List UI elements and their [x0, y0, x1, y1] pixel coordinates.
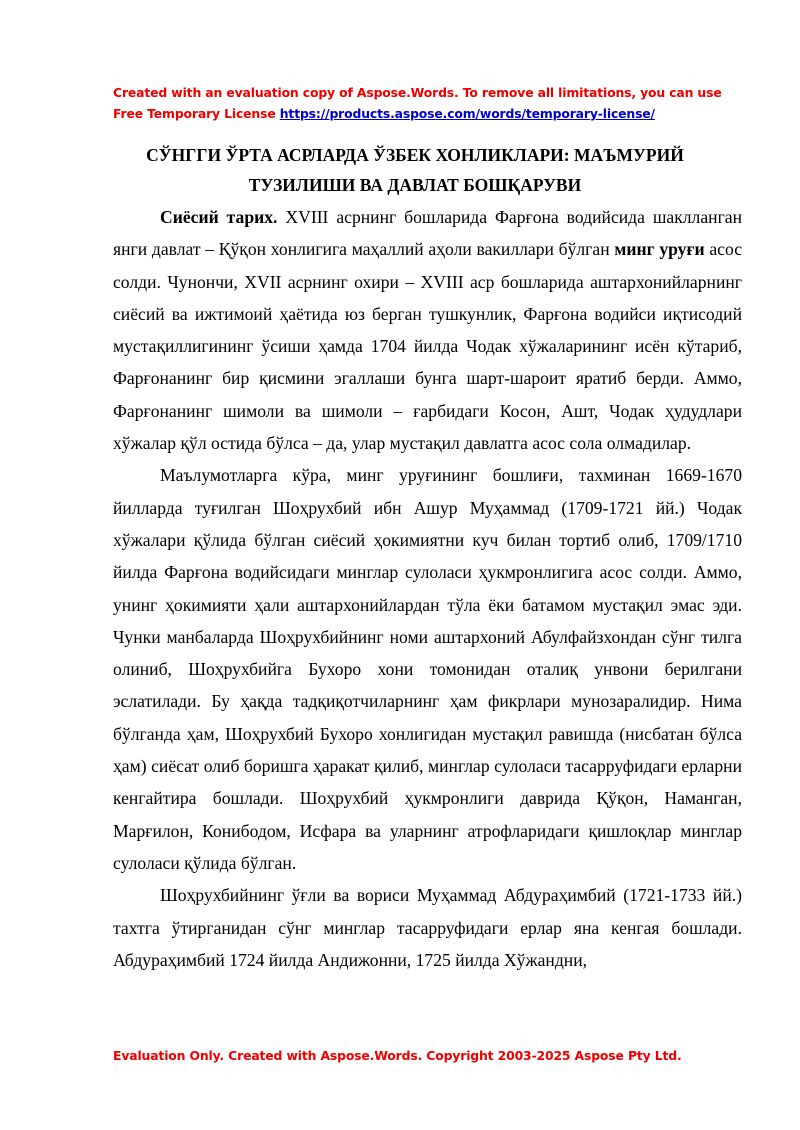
- evaluation-header: [113, 82, 753, 124]
- paragraph-text: XVIII асрнинг бошларида Фарғона водийсида шаклланган янги давлат – Қўқон хонлигига маҳаллий аҳоли вакиллари бўлган: [113, 207, 743, 260]
- paragraph-text: асос солди. Чунончи, XVII асрнинг охири – XVIII аср бошларида аштархонийларнинг сиёсий ва ижтимоий ҳаётида юз берган тушкунлик, Фарғона водийси иқтисодий мустақиллигининг ўсиши ҳамда 1704 йилда Чодак хўжаларининг исён кўтариб, Фарғонанинг бир қисмини эгаллаши бунга шарт-шароит яратиб берди. Аммо, Фарғонанинг шимоли ва шимоли – ғарбидаги Косон, Ашт, Чодак ҳудудлари хўжалар қўл остида бўлса – да, улар мустақил давлатга асос сола олмадилар.: [113, 239, 742, 454]
- evaluation-footer: Evaluation Only. Created with Aspose.Words. Copyright 2003-2025 Aspose Pty Ltd.: [113, 1048, 682, 1063]
- paragraph-political-history: [113, 201, 742, 459]
- license-label: Free Temporary License: [113, 106, 276, 121]
- paragraph-abdurahimbiy: Шоҳрухбийнинг ўғли ва вориси Муҳаммад Абдураҳимбий (1721-1733 йй.) тахтга ўтирганидан сўнг минглар тасарруфидаги ерлар яна кенгая бошлади. Абдураҳимбий 1724 йилда Андижонни, 1725 йилда Хўжандни,: [113, 885, 742, 970]
- paragraph-lead-heading: Сиёсий тарих.: [160, 207, 278, 227]
- title-line1: СЎНГГИ ЎРТА АСРЛАРДА ЎЗБЕК ХОНЛИКЛАРИ: МАЪМУРИЙ: [146, 145, 684, 165]
- document-title: [100, 140, 730, 200]
- document-body: [113, 201, 742, 976]
- paragraph-bold-term: минг уруғи: [614, 239, 705, 260]
- evaluation-header-line2: [113, 103, 753, 124]
- evaluation-header-line1: Created with an evaluation copy of Aspose.Words. To remove all limitations, you can use: [113, 85, 722, 100]
- title-line2: ТУЗИЛИШИ ВА ДАВЛАТ БОШҚАРУВИ: [248, 175, 582, 195]
- license-link[interactable]: https://products.aspose.com/words/temporary-license/: [279, 106, 655, 121]
- paragraph-shahrukhbiy: Маълумотларга кўра, минг уруғининг бошлиғи, тахминан 1669-1670 йилларда туғилган Шоҳрухбий ибн Ашур Муҳаммад (1709-1721 йй.) Чодак хўжалари қўлида бўлган сиёсий ҳокимиятни куч билан тортиб олиб, 1709/1710 йилда Фарғона водийсидаги минглар сулоласи ҳукмронлигига асос солди. Аммо, унинг ҳокимияти ҳали аштархонийлардан тўла ёки батамом мустақил эмас эди. Чунки манбаларда Шоҳрухбийнинг номи аштархоний Абулфайзхондан сўнг тилга олиниб, Шоҳрухбийга Бухоро хони томонидан оталиқ унвони берилгани эслатилади. Бу ҳақда тадқиқотчиларнинг ҳам фикрлари мунозаралидир. Нима бўлганда ҳам, Шоҳрухбий Бухоро хонлигидан мустақил равишда (нисбатан бўлса ҳам) сиёсат олиб боришга ҳаракат қилиб, минглар сулоласи тасарруфидаги ерларни кенгайтира бошлади. Шоҳрухбий ҳукмронлиги даврида Қўқон, Наманган, Марғилон, Конибодом, Исфара ва уларнинг атрофларидаги қишлоқлар минглар сулоласи қўлида бўлган.: [113, 465, 742, 873]
